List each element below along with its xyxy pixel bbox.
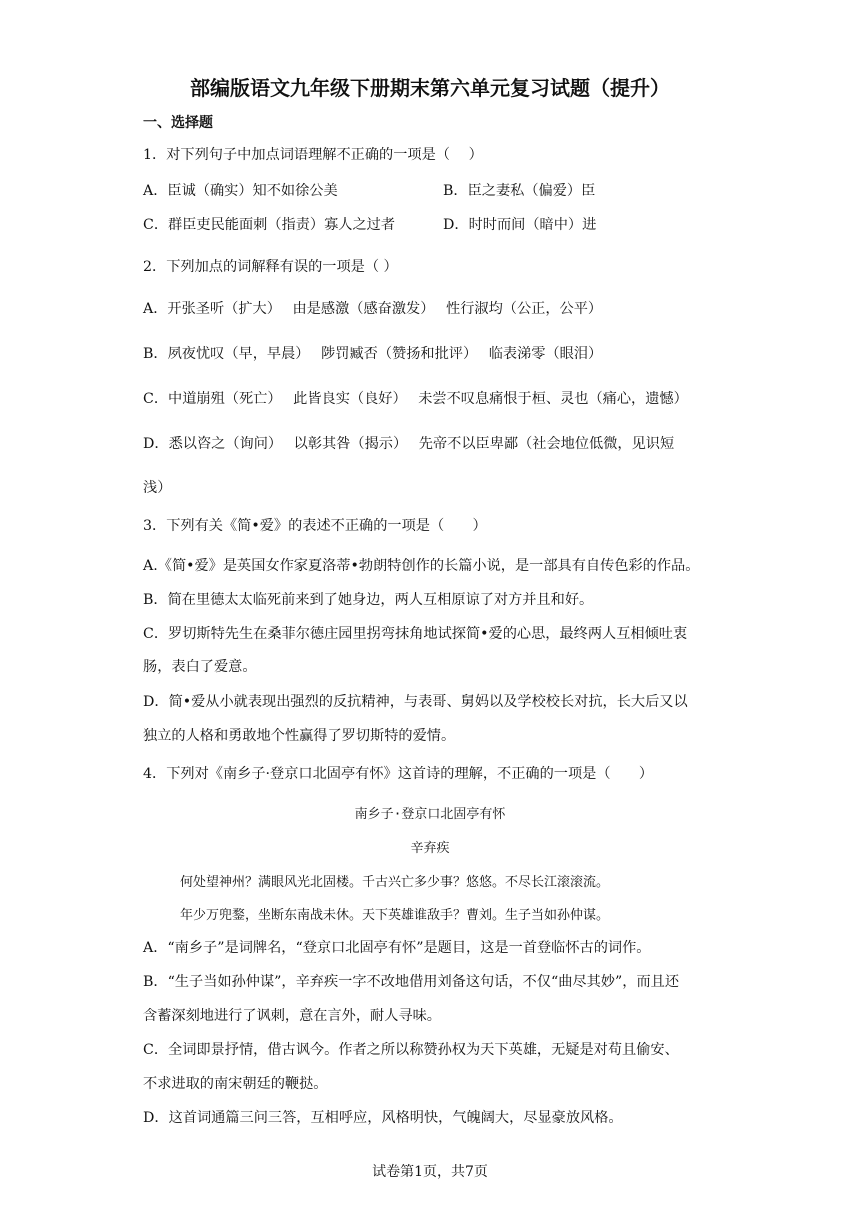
question-2-option-d: D．悉以咨之（询问） 以彰其咎（揭示） 先帝不以臣卑鄙（社会地位低微，见识短 [143,436,675,452]
poem-title: 南乡子·登京口北固亭有怀 [354,807,506,822]
poem-author: 辛弃疾 [410,841,450,856]
question-2-option-d-continued: 浅） [143,480,172,496]
question-1-option-d: D．时时而间（暗中）进 [443,217,597,233]
question-4-option-a: A．“南乡子”是词牌名，“登京口北固亭有怀”是题目，这是一首登临怀古的词作。 [143,940,651,956]
question-4-option-c-continued: 不求进取的南宋朝廷的鞭挞。 [143,1076,328,1092]
question-4-option-c: C．全词即景抒情，借古讽今。作者之所以称赞孙权为天下英雄，无疑是对苟且偷安、 [143,1042,679,1058]
question-2-option-c: C．中道崩殂（死亡） 此皆良实（良好） 未尝不叹息痛恨于桓、灵也（痛心，遗憾） [143,391,688,407]
question-3-option-d-continued: 独立的人格和勇敢地个性赢得了罗切斯特的爱情。 [143,728,456,744]
question-4-option-b-continued: 含蓄深刻地进行了讽刺，意在言外，耐人寻味。 [143,1008,441,1024]
question-2-stem: 2．下列加点的词解释有误的一项是（ ） [143,259,398,275]
question-4-stem: 4．下列对《南乡子·登京口北固亭有怀》这首诗的理解，不正确的一项是（ ） [143,766,654,782]
question-2-option-b: B．夙夜忧叹（早，早晨） 陟罚臧否（赞扬和批评） 临表涕零（眼泪） [143,346,603,362]
question-1-option-c: C．群臣吏民能面刺（指责）寡人之过者 [143,217,396,233]
question-4-option-d: D．这首词通篇三问三答，互相呼应，风格明快，气魄阔大，尽显豪放风格。 [143,1110,623,1126]
section-heading: 一、选择题 [143,115,213,131]
question-3-stem: 3．下列有关《简•爱》的表述不正确的一项是（ ） [143,518,487,534]
question-3-option-a: A.《简•爱》是英国女作家夏洛蒂•勃朗特创作的长篇小说，是一部具有自传色彩的作品。 [143,558,700,574]
question-3-option-b: B．简在里德太太临死前来到了她身边，两人互相原谅了对方并且和好。 [143,592,594,608]
question-2-option-a: A．开张圣听（扩大） 由是感激（感奋激发） 性行淑均（公正，公平） [143,301,603,317]
question-1-option-b: B．臣之妻私（偏爱）臣 [443,183,596,199]
question-4-option-b: B．“生子当如孙仲谋”，辛弃疾一字不改地借用刘备这句话，不仅“曲尽其妙”，而且还 [143,974,680,990]
question-1-stem: 1．对下列句子中加点词语理解不正确的一项是（ ） [143,147,483,163]
question-3-option-c: C．罗切斯特先生在桑菲尔德庄园里拐弯抹角地试探简•爱的心思，最终两人互相倾吐衷 [143,626,688,642]
question-3-option-d: D．简•爱从小就表现出强烈的反抗精神，与表哥、舅妈以及学校校长对抗，长大后又以 [143,694,688,710]
question-3-option-c-continued: 肠，表白了爱意。 [143,659,257,675]
page-footer: 试卷第1页，共7页 [372,1164,488,1180]
question-1-option-a: A．臣诚（确实）知不如徐公美 [143,183,338,199]
poem-line-1: 何处望神州？满眼风光北固楼。千古兴亡多少事？悠悠。不尽长江滚滚流。 [180,875,610,890]
page-title: 部编版语文九年级下册期末第六单元复习试题（提升） [190,76,670,100]
poem-line-2: 年少万兜鍪，坐断东南战未休。天下英雄谁敌手？曹刘。生子当如孙仲谋。 [180,908,610,923]
